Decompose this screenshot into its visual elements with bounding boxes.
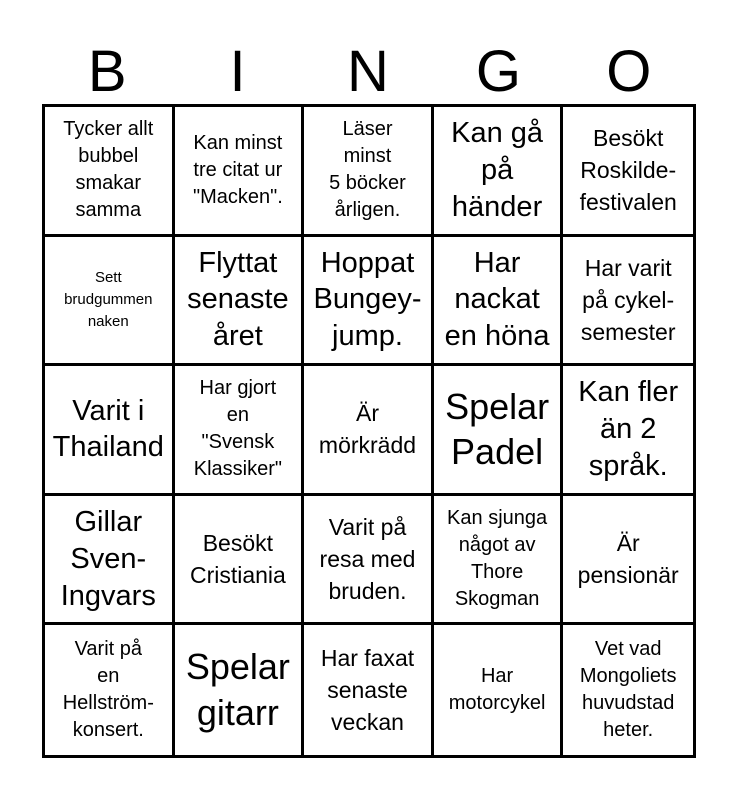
bingo-cell[interactable] — [434, 625, 564, 755]
bingo-cell[interactable] — [175, 366, 305, 496]
bingo-cell[interactable] — [45, 107, 175, 237]
bingo-cell[interactable] — [563, 625, 693, 755]
bingo-cell[interactable] — [45, 366, 175, 496]
bingo-cell-text: Besökt Roskilde- festivalen — [579, 125, 677, 216]
bingo-cell[interactable] — [563, 237, 693, 367]
bingo-cell-text: Är mörkrädd — [318, 400, 417, 459]
bingo-cell[interactable] — [304, 496, 434, 626]
bingo-cell-text: Har motorcykel — [448, 665, 546, 715]
bingo-cell[interactable] — [175, 107, 305, 237]
bingo-cell-text: Är pensionär — [577, 529, 679, 589]
bingo-cell-text: Kan sjunga något av Thore Skogman — [447, 507, 548, 611]
bingo-cell-text: Besökt Cristiania — [189, 529, 286, 589]
header-letter-b: B — [87, 39, 127, 104]
bingo-cell[interactable] — [175, 237, 305, 367]
bingo-cell-text: Kan fler än 2 språk. — [578, 376, 679, 482]
bingo-cell-text: Vet vad Mongoliets huvudstad heter. — [579, 638, 677, 742]
header-letter-i: I — [229, 39, 246, 104]
bingo-cell-text: Varit på resa med bruden. — [319, 513, 416, 605]
bingo-cell[interactable] — [304, 366, 434, 496]
bingo-cell-text: Hoppat Bungey- jump. — [313, 246, 422, 353]
bingo-cell-text: Spelar gitarr — [185, 646, 290, 734]
bingo-cell[interactable] — [304, 237, 434, 367]
bingo-cell-text: Har varit på cykel- semester — [580, 254, 676, 345]
bingo-cell-text: Varit i Thailand — [52, 394, 164, 464]
bingo-cell[interactable] — [563, 107, 693, 237]
bingo-cell[interactable] — [563, 496, 693, 626]
bingo-cell-text: Läser minst 5 böcker årligen. — [329, 118, 406, 222]
bingo-cell[interactable] — [45, 625, 175, 755]
bingo-cell-text: Har faxat senaste veckan — [320, 644, 415, 736]
bingo-cell[interactable] — [563, 366, 693, 496]
bingo-cell[interactable] — [304, 107, 434, 237]
bingo-cell[interactable] — [175, 496, 305, 626]
bingo-cell[interactable] — [304, 625, 434, 755]
bingo-cell[interactable] — [434, 237, 564, 367]
bingo-cell[interactable] — [434, 496, 564, 626]
bingo-cell-text: Varit på en Hellström- konsert. — [62, 638, 154, 742]
bingo-cell-text: Kan gå på händer — [451, 117, 544, 223]
bingo-cell[interactable] — [45, 496, 175, 626]
bingo-cell-text: Spelar Padel — [445, 385, 550, 473]
header-letter-n: N — [347, 39, 389, 104]
bingo-cell-text: Kan minst tre citat ur "Macken". — [192, 131, 283, 208]
bingo-cell-text: Sett brudgummen naken — [64, 269, 153, 330]
bingo-cell-text: Flyttat senaste året — [187, 246, 289, 353]
bingo-cell[interactable] — [434, 107, 564, 237]
header-letter-o: O — [606, 39, 652, 104]
bingo-board — [42, 104, 696, 758]
bingo-cell-text: Gillar Sven- Ingvars — [60, 505, 156, 612]
header-letter-g: G — [475, 39, 521, 104]
bingo-header — [42, 38, 694, 106]
bingo-cell[interactable] — [175, 625, 305, 755]
bingo-cell-text: Tycker allt bubbel smakar samma — [63, 118, 154, 222]
bingo-cell[interactable] — [45, 237, 175, 367]
bingo-cell-text: Har gjort en "Svensk Klassiker" — [193, 377, 282, 481]
bingo-cell-text: Har nackat en höna — [444, 246, 550, 353]
bingo-cell[interactable] — [434, 366, 564, 496]
